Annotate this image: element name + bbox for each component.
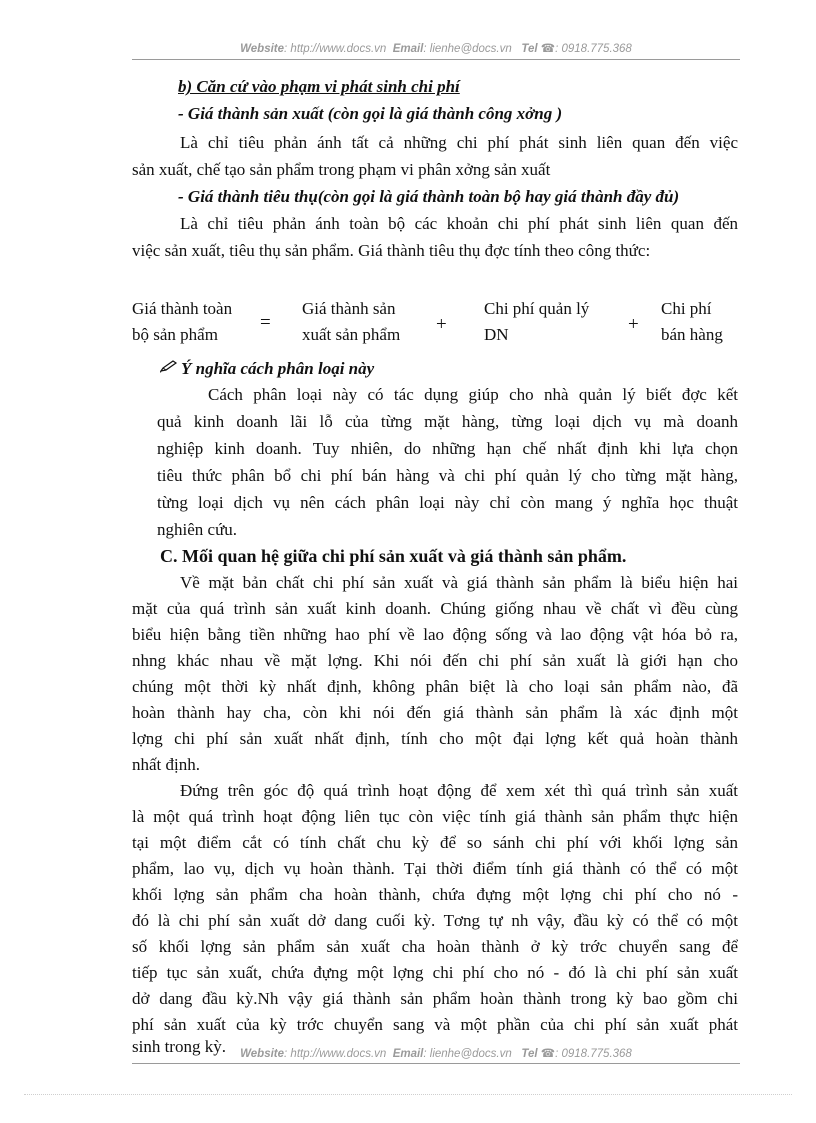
formula-term-selling-cost [661,296,741,348]
formula-term2-line1: Giá thành sản [302,299,396,318]
formula-term-production-cost [302,296,427,348]
para2-line: phí sản xuất của kỳ trớc chuyển sang và một phần của chi phí sản xuất phát [132,1015,738,1034]
item2-line: Là chỉ tiêu phản ánh toàn bộ các khoản chi phí phát sinh liên quan đến [180,214,738,233]
meaning-line: tiêu thức phân bổ chi phí bán hàng và chi phí quản lý cho từng mặt hàng, [157,466,738,485]
header-rule [132,59,740,60]
item2-line: việc sản xuất, tiêu thụ sản phẩm. Giá thành tiêu thụ đợc tính theo công thức: [132,241,651,260]
formula-term1-line2: bộ sản phẩm [132,325,218,344]
item1-line: Là chỉ tiêu phản ánh tất cả những chi phí phát sinh liên quan đến việc [180,133,738,152]
website-label: Website [240,1048,285,1060]
para2-line: Đứng trên góc độ quá trình hoạt động để xem xét thì quá trình sản xuất [180,781,738,800]
formula-term3-line2: DN [484,325,509,344]
meaning-line: quả kinh doanh lãi lỗ của từng mặt hàng, từng loại dịch vụ mà doanh [157,412,738,431]
formula-term4-line2: bán hàng [661,325,723,344]
item1-title: - Giá thành sản xuất (còn gọi là giá thành công xởng ) [178,104,563,123]
meaning-line: nghiệp kinh doanh. Tuy nhiên, do những hạn chế nhất định khi lựa chọn [157,439,738,458]
phone-icon: ☎ [540,1048,556,1060]
para2-line: khối lợng sản phẩm cha hoàn thành, chứa đựng một lợng chi phí cho nó - [132,885,738,904]
email-label: Email [392,43,424,55]
website-label: Website [240,43,285,55]
tel-value: : 0918.775.368 [555,1048,632,1060]
tel-value: : 0918.775.368 [555,43,632,55]
email-value: : lienhe@docs.vn [423,1048,512,1060]
formula-plus: + [436,314,447,335]
para1-line: Về mặt bản chất chi phí sản xuất và giá thành sản phẩm là biểu hiện hai [180,573,738,592]
para2-line: dở dang đầu kỳ.Nh vậy giá thành sản phẩm hoàn thành trong kỳ bao gồm chi [132,989,738,1008]
meaning-title: Ý nghĩa cách phân loại này [181,359,375,378]
meaning-line: Cách phân loại này có tác dụng giúp cho nhà quản lý biết đợc kết [208,385,738,404]
para2-line: số khối lợng sản phẩm sản xuất cha hoàn thành ở kỳ trớc chuyển sang để [132,937,738,956]
para2-line: phẩm, lao vụ, dịch vụ hoàn thành. Tại thời điểm tính giá thành có thể có một [132,859,738,878]
para1-line: biểu hiện bằng tiền những hao phí về lao động sống và lao động vật hóa bỏ ra, [132,625,738,644]
website-value: : http://www.docs.vn [284,43,387,55]
formula-term1-line1: Giá thành toàn [132,299,233,318]
item1-line: sản xuất, chế tạo sản phẩm trong phạm vi phân xởng sản xuất [132,160,551,179]
para2-line: đó là chi phí sản xuất dở dang cuối kỳ. Tơng tự nh vậy, đầu kỳ có thể có một [132,911,738,930]
phone-icon: ☎ [540,43,556,55]
para2-line: tại một điểm cắt có tính chất chu kỳ để so sánh chi phí với khối lợng sản [132,833,738,852]
para1-line: lợng chi phí sản xuất nhất định, tính cho một đại lợng kết quả hoàn thành [132,729,738,748]
item2-title: - Giá thành tiêu thụ(còn gọi là giá thành toàn bộ hay giá thành đầy đủ) [178,187,680,206]
meaning-line: từng loại dịch vụ nên cách phân loại này chỉ còn mang ý nghĩa học thuật [157,493,738,512]
formula-term-total-cost [132,296,252,348]
formula-term4-line1: Chi phí [661,299,712,318]
tel-label: Tel [521,43,538,55]
footer-rule [132,1063,740,1064]
para1-line: nhất định. [132,755,200,774]
para2-line: tiếp tục sản xuất, chứa đựng một lợng chi phí cho nó - đó là chi phí sản xuất [132,963,738,982]
formula-equals: = [260,312,271,333]
section-c-heading: C. Mối quan hệ giữa chi phí sản xuất và giá thành sản phẩm. [160,546,627,566]
para2-line: là một quá trình hoạt động liên tục còn việc tính giá thành sản phẩm thực hiện [132,807,738,826]
pencil-icon [160,359,178,373]
formula-term-management-cost [484,296,624,348]
formula-term3-line1: Chi phí quản lý [484,299,590,318]
tel-label: Tel [521,1048,538,1060]
page-edge-divider [24,1094,792,1095]
email-value: : lienhe@docs.vn [423,43,512,55]
para1-line: hoàn thành hay cha, còn khi nói đến giá thành sản phẩm là xác định một [132,703,738,722]
section-b-heading: b) Căn cứ vào phạm vi phát sinh chi phí [178,77,460,96]
formula-term2-line2: xuất sản phẩm [302,325,401,344]
para1-line: nhng khác nhau về mặt lợng. Khi nói đến chi phí sản xuất là giới hạn cho [132,651,738,670]
formula-plus: + [628,314,639,335]
para1-line: mặt của quá trình sản xuất kinh doanh. Chúng giống nhau về chất vì đều cùng [132,599,738,618]
email-label: Email [392,1048,424,1060]
meaning-line: nghiên cứu. [157,520,238,539]
page-header [132,42,740,56]
website-value: : http://www.docs.vn [284,1048,387,1060]
page-footer [132,1047,740,1061]
para2-line: sinh trong kỳ. [132,1037,226,1056]
para1-line: chúng một thời kỳ nhất định, không phân biệt là cho loại sản phẩm nào, đã [132,677,738,696]
